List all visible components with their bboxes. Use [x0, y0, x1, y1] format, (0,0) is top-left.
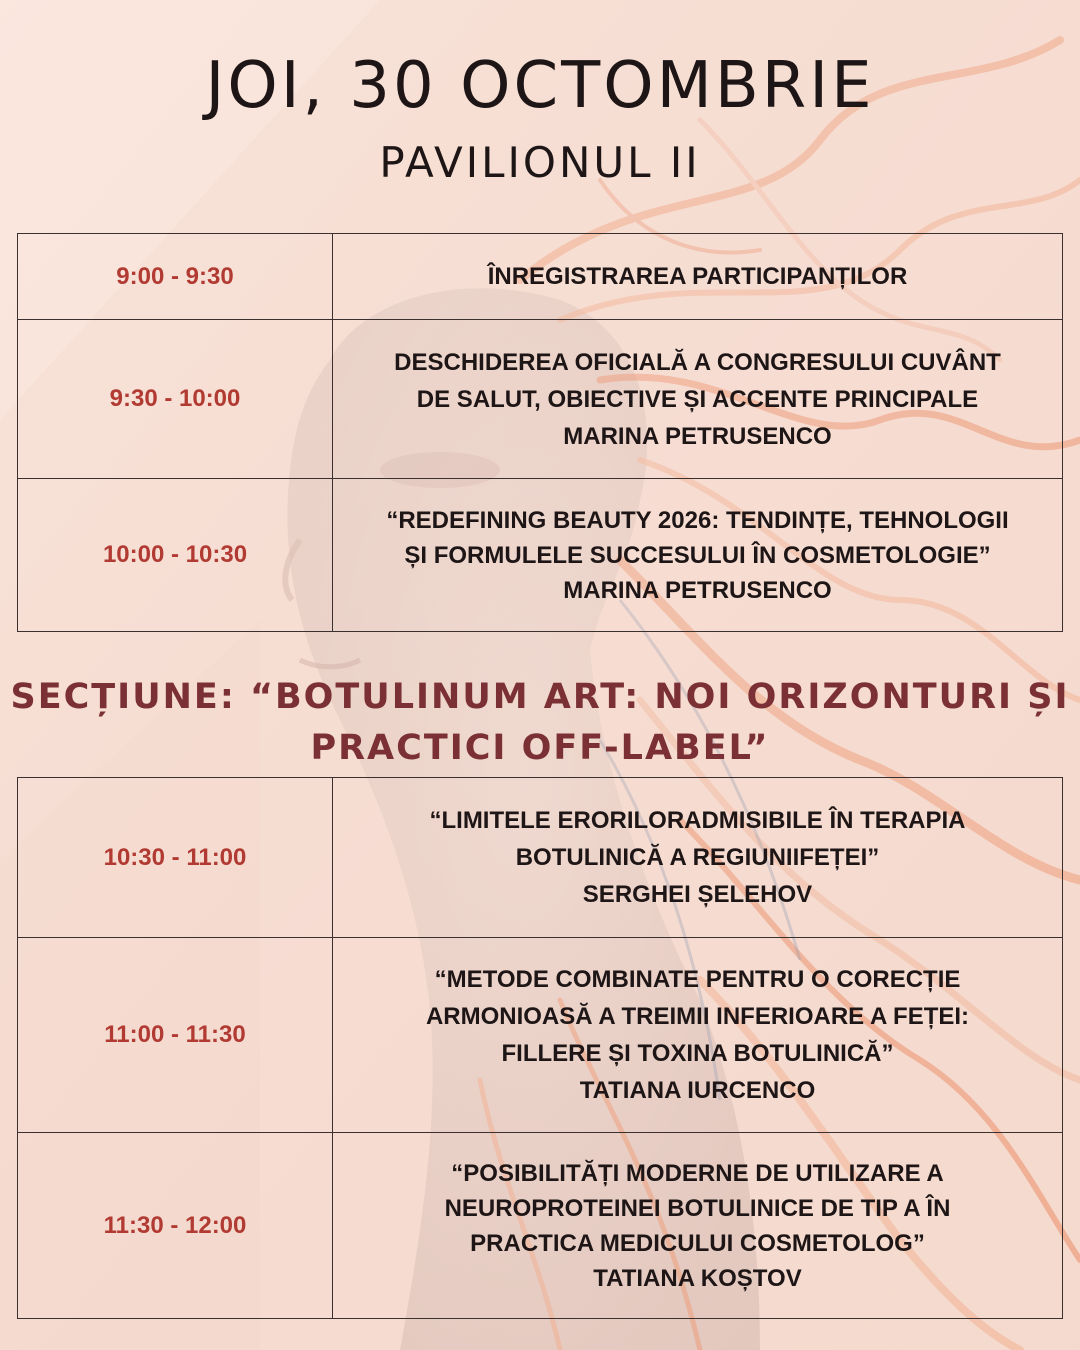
time-cell: 11:30 - 12:00	[18, 1133, 333, 1319]
session-title-line: ARMONIOASĂ A TREIMII INFERIOARE A FEȚEI:	[425, 1003, 970, 1030]
session-title-line: “REDEFINING BEAUTY 2026: TENDINȚE, TEHNOLOGII	[386, 506, 1009, 534]
session-title-line: PRACTICA MEDICULUI COSMETOLOG”	[470, 1229, 925, 1257]
schedule-table-2	[17, 777, 1063, 1319]
session-title-line: FILLERE ȘI TOXINA BOTULINICĂ”	[501, 1040, 894, 1067]
section-heading-line: SECȚIUNE: “BOTULINUM ART: NOI ORIZONTURI ȘI	[10, 677, 1070, 717]
session-cell	[333, 320, 1063, 479]
session-title-line: “METODE COMBINATE PENTRU O CORECȚIE	[434, 966, 961, 993]
page-title: JOI, 30 OCTOMBRIE	[205, 49, 875, 123]
speaker-name: MARINA PETRUSENCO	[563, 422, 832, 450]
speaker-name: SERGHEI ȘELEHOV	[582, 881, 813, 908]
speaker-name: MARINA PETRUSENCO	[563, 576, 832, 604]
table-row	[18, 320, 1063, 479]
session-title-line: ȘI FORMULELE SUCCESULUI ÎN COSMETOLOGIE”	[404, 541, 991, 569]
table-row	[18, 778, 1063, 938]
session-cell	[333, 938, 1063, 1133]
session-title-line: ÎNREGISTRAREA PARTICIPANȚILOR	[487, 263, 908, 290]
venue-subtitle: PAVILIONUL II	[379, 138, 701, 187]
session-cell	[333, 1133, 1063, 1319]
session-title-line: DE SALUT, OBIECTIVE ȘI ACCENTE PRINCIPALE	[416, 385, 979, 413]
time-cell: 9:00 - 9:30	[18, 234, 333, 320]
session-cell	[333, 778, 1063, 938]
session-title-line: “LIMITELE ERORILORADMISIBILE ÎN TERAPIA	[429, 807, 966, 834]
session-cell	[333, 479, 1063, 632]
table-row	[18, 234, 1063, 320]
session-title-line: DESCHIDEREA OFICIALĂ A CONGRESULUI CUVÂNT	[394, 348, 1001, 376]
time-cell: 9:30 - 10:00	[18, 320, 333, 479]
session-title-line: “POSIBILITĂȚI MODERNE DE UTILIZARE A	[451, 1159, 944, 1187]
session-title-line: BOTULINICĂ A REGIUNIIFEȚEI”	[515, 844, 880, 871]
time-cell: 11:00 - 11:30	[18, 938, 333, 1133]
section-heading	[0, 672, 1080, 774]
table-row	[18, 479, 1063, 632]
session-cell	[333, 234, 1063, 320]
section-heading-line: PRACTICI OFF-LABEL”	[310, 728, 770, 768]
table-row	[18, 938, 1063, 1133]
speaker-name: TATIANA IURCENCO	[579, 1077, 816, 1104]
time-cell: 10:00 - 10:30	[18, 479, 333, 632]
table-row	[18, 1133, 1063, 1319]
speaker-name: TATIANA KOȘTOV	[593, 1264, 802, 1292]
schedule-table-1	[17, 233, 1063, 632]
time-cell: 10:30 - 11:00	[18, 778, 333, 938]
session-title-line: NEUROPROTEINEI BOTULINICE DE TIP A ÎN	[444, 1194, 951, 1222]
